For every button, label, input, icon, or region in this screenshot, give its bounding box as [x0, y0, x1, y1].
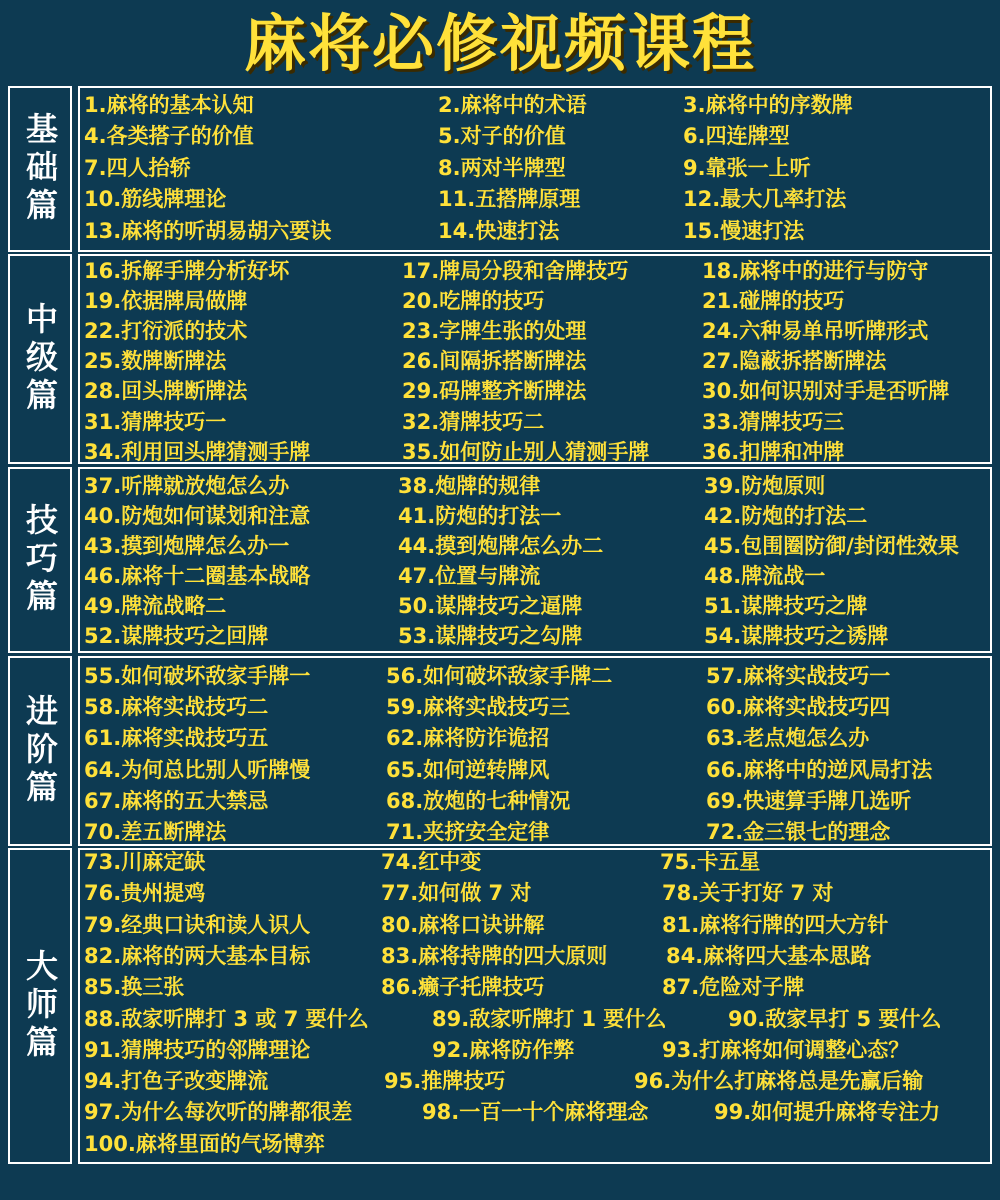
course-item[interactable]: 62.麻将防诈诡招 [386, 726, 550, 751]
course-item[interactable]: 16.拆解手牌分析好坏 [84, 259, 290, 283]
course-item[interactable]: 35.如何防止别人猜测手牌 [402, 439, 650, 464]
course-item[interactable]: 46.麻将十二圈基本战略 [84, 564, 311, 588]
page-title: 麻将必修视频课程 [243, 7, 756, 80]
course-item[interactable]: 72.金三银七的理念 [706, 820, 891, 844]
course-item[interactable]: 50.谋牌技巧之逼牌 [398, 594, 583, 618]
course-item[interactable]: 38.炮牌的规律 [398, 474, 541, 498]
course-item[interactable]: 41.防炮的打法一 [398, 504, 562, 528]
course-item[interactable]: 80.麻将口诀讲解 [381, 912, 545, 937]
course-item[interactable]: 58.麻将实战技巧二 [84, 695, 269, 720]
section-label: 大师篇 [21, 949, 59, 1063]
course-item[interactable]: 1.麻将的基本认知 [84, 93, 254, 117]
course-item[interactable]: 98.一百一十个麻将理念 [422, 1100, 649, 1125]
course-item[interactable]: 2.麻将中的术语 [438, 93, 587, 117]
course-item[interactable]: 94.打色子改变牌流 [84, 1069, 269, 1094]
course-item[interactable]: 99.如何提升麻将专注力 [714, 1100, 941, 1125]
course-item[interactable]: 89.敌家听牌打 1 要什么 [432, 1006, 667, 1031]
course-item[interactable]: 27.隐蔽拆搭断牌法 [702, 349, 887, 374]
course-item[interactable]: 40.防炮如何谋划和注意 [84, 504, 311, 528]
course-item[interactable]: 39.防炮原则 [704, 474, 826, 498]
course-item[interactable]: 90.敌家早打 5 要什么 [728, 1006, 942, 1031]
course-item[interactable]: 8.两对半牌型 [438, 155, 566, 180]
course-item[interactable]: 54.谋牌技巧之诱牌 [704, 624, 889, 648]
course-item[interactable]: 84.麻将四大基本思路 [666, 943, 872, 968]
course-item[interactable]: 55.如何破坏敌家手牌一 [84, 664, 311, 688]
course-item[interactable]: 75.卡五星 [660, 850, 761, 874]
course-item[interactable]: 68.放炮的七种情况 [386, 788, 571, 813]
course-item[interactable]: 37.听牌就放炮怎么办 [84, 474, 290, 498]
course-item[interactable]: 64.为何总比别人听牌慢 [84, 757, 311, 782]
course-item[interactable]: 32.猜牌技巧二 [402, 409, 545, 434]
course-item[interactable]: 15.慢速打法 [683, 218, 805, 243]
course-item[interactable]: 92.麻将防作弊 [432, 1037, 575, 1062]
course-item[interactable]: 44.摸到炮牌怎么办二 [398, 534, 604, 558]
course-item[interactable]: 7.四人抬轿 [84, 155, 191, 180]
course-item[interactable]: 11.五搭牌原理 [438, 187, 581, 212]
course-item[interactable]: 6.四连牌型 [683, 124, 790, 149]
section-label-box [8, 86, 72, 252]
course-item[interactable]: 23.字牌生张的处理 [402, 319, 587, 344]
course-item[interactable]: 21.碰牌的技巧 [702, 289, 845, 314]
section-label: 基础篇 [21, 112, 59, 226]
course-item[interactable]: 34.利用回头牌猜测手牌 [84, 439, 311, 464]
course-item[interactable]: 70.差五断牌法 [84, 820, 227, 844]
course-item[interactable]: 14.快速打法 [438, 218, 560, 243]
course-item[interactable]: 61.麻将实战技巧五 [84, 726, 269, 751]
course-item[interactable]: 83.麻将持牌的四大原则 [381, 943, 608, 968]
course-item[interactable]: 29.码牌整齐断牌法 [402, 379, 587, 404]
course-item[interactable]: 76.贵州提鸡 [84, 881, 206, 906]
course-item[interactable]: 53.谋牌技巧之勾牌 [398, 624, 583, 648]
course-item[interactable]: 10.筋线牌理论 [84, 187, 227, 212]
section-label-box [8, 848, 72, 1164]
course-item[interactable]: 33.猜牌技巧三 [702, 409, 845, 434]
section-label: 进阶篇 [21, 694, 59, 808]
course-item[interactable]: 19.依据牌局做牌 [84, 289, 248, 314]
course-item[interactable]: 5.对子的价值 [438, 124, 566, 149]
course-item[interactable]: 31.猜牌技巧一 [84, 409, 227, 434]
course-item[interactable]: 96.为什么打麻将总是先赢后输 [634, 1069, 924, 1094]
course-item[interactable]: 60.麻将实战技巧四 [706, 695, 891, 720]
course-item[interactable]: 17.牌局分段和舍牌技巧 [402, 259, 629, 283]
course-item[interactable]: 20.吃牌的技巧 [402, 289, 545, 314]
course-item[interactable]: 69.快速算手牌几选听 [706, 788, 912, 813]
course-item[interactable]: 85.换三张 [84, 975, 185, 1000]
course-item[interactable]: 25.数牌断牌法 [84, 349, 227, 374]
course-item[interactable]: 12.最大几率打法 [683, 187, 847, 212]
course-item[interactable]: 67.麻将的五大禁忌 [84, 788, 269, 813]
course-item[interactable]: 3.麻将中的序数牌 [683, 93, 853, 117]
section-label-box [8, 656, 72, 846]
course-item[interactable]: 18.麻将中的进行与防守 [702, 259, 929, 283]
section-label: 中级篇 [21, 302, 59, 416]
course-item[interactable]: 87.危险对子牌 [662, 975, 805, 1000]
section-label: 技巧篇 [21, 503, 59, 617]
course-item[interactable]: 81.麻将行牌的四大方针 [662, 912, 889, 937]
course-item[interactable]: 71.夹挤安全定律 [386, 820, 550, 844]
course-item[interactable]: 52.谋牌技巧之回牌 [84, 624, 269, 648]
course-item[interactable]: 66.麻将中的逆风局打法 [706, 757, 933, 782]
course-item[interactable]: 65.如何逆转牌风 [386, 757, 550, 782]
course-item[interactable]: 77.如何做 7 对 [381, 881, 532, 906]
course-item[interactable]: 22.打衍派的技术 [84, 319, 248, 344]
course-item[interactable]: 28.回头牌断牌法 [84, 379, 248, 404]
course-item[interactable]: 82.麻将的两大基本目标 [84, 943, 311, 968]
course-item[interactable]: 59.麻将实战技巧三 [386, 695, 571, 720]
course-item[interactable]: 88.敌家听牌打 3 或 7 要什么 [84, 1006, 369, 1031]
course-item[interactable]: 86.癞子托牌技巧 [381, 975, 545, 1000]
course-item[interactable]: 91.猜牌技巧的邻牌理论 [84, 1037, 311, 1062]
course-item[interactable]: 4.各类搭子的价值 [84, 124, 254, 149]
course-item[interactable]: 49.牌流战略二 [84, 594, 227, 618]
course-item[interactable]: 24.六种易单吊听牌形式 [702, 319, 929, 344]
course-item[interactable]: 51.谋牌技巧之牌 [704, 594, 868, 618]
course-item[interactable]: 57.麻将实战技巧一 [706, 664, 891, 688]
course-item[interactable]: 73.川麻定缺 [84, 850, 206, 874]
course-item[interactable]: 100.麻将里面的气场博弈 [84, 1131, 325, 1156]
course-item[interactable]: 13.麻将的听胡易胡六要诀 [84, 218, 332, 243]
course-item[interactable]: 74.红中变 [381, 850, 482, 874]
course-item[interactable]: 47.位置与牌流 [398, 564, 541, 588]
course-item[interactable]: 9.靠张一上听 [683, 155, 811, 180]
course-item[interactable]: 95.推牌技巧 [384, 1069, 506, 1094]
course-item[interactable]: 48.牌流战一 [704, 564, 826, 588]
course-item[interactable]: 45.包围圈防御/封闭性效果 [704, 534, 959, 558]
course-item[interactable]: 43.摸到炮牌怎么办一 [84, 534, 290, 558]
course-item[interactable]: 36.扣牌和冲牌 [702, 439, 845, 464]
section-label-box [8, 467, 72, 653]
course-item[interactable]: 79.经典口诀和读人识人 [84, 912, 311, 937]
course-item[interactable]: 42.防炮的打法二 [704, 504, 868, 528]
course-item[interactable]: 78.关于打好 7 对 [662, 881, 834, 906]
course-item[interactable]: 93.打麻将如何调整心态？ [662, 1037, 910, 1062]
course-item[interactable]: 56.如何破坏敌家手牌二 [386, 664, 613, 688]
course-item[interactable]: 63.老点炮怎么办 [706, 726, 870, 751]
course-item[interactable]: 30.如何识别对手是否听牌 [702, 379, 950, 404]
section-label-box [8, 254, 72, 464]
course-item[interactable]: 97.为什么每次听的牌都很差 [84, 1100, 353, 1125]
course-item[interactable]: 26.间隔拆搭断牌法 [402, 349, 587, 374]
